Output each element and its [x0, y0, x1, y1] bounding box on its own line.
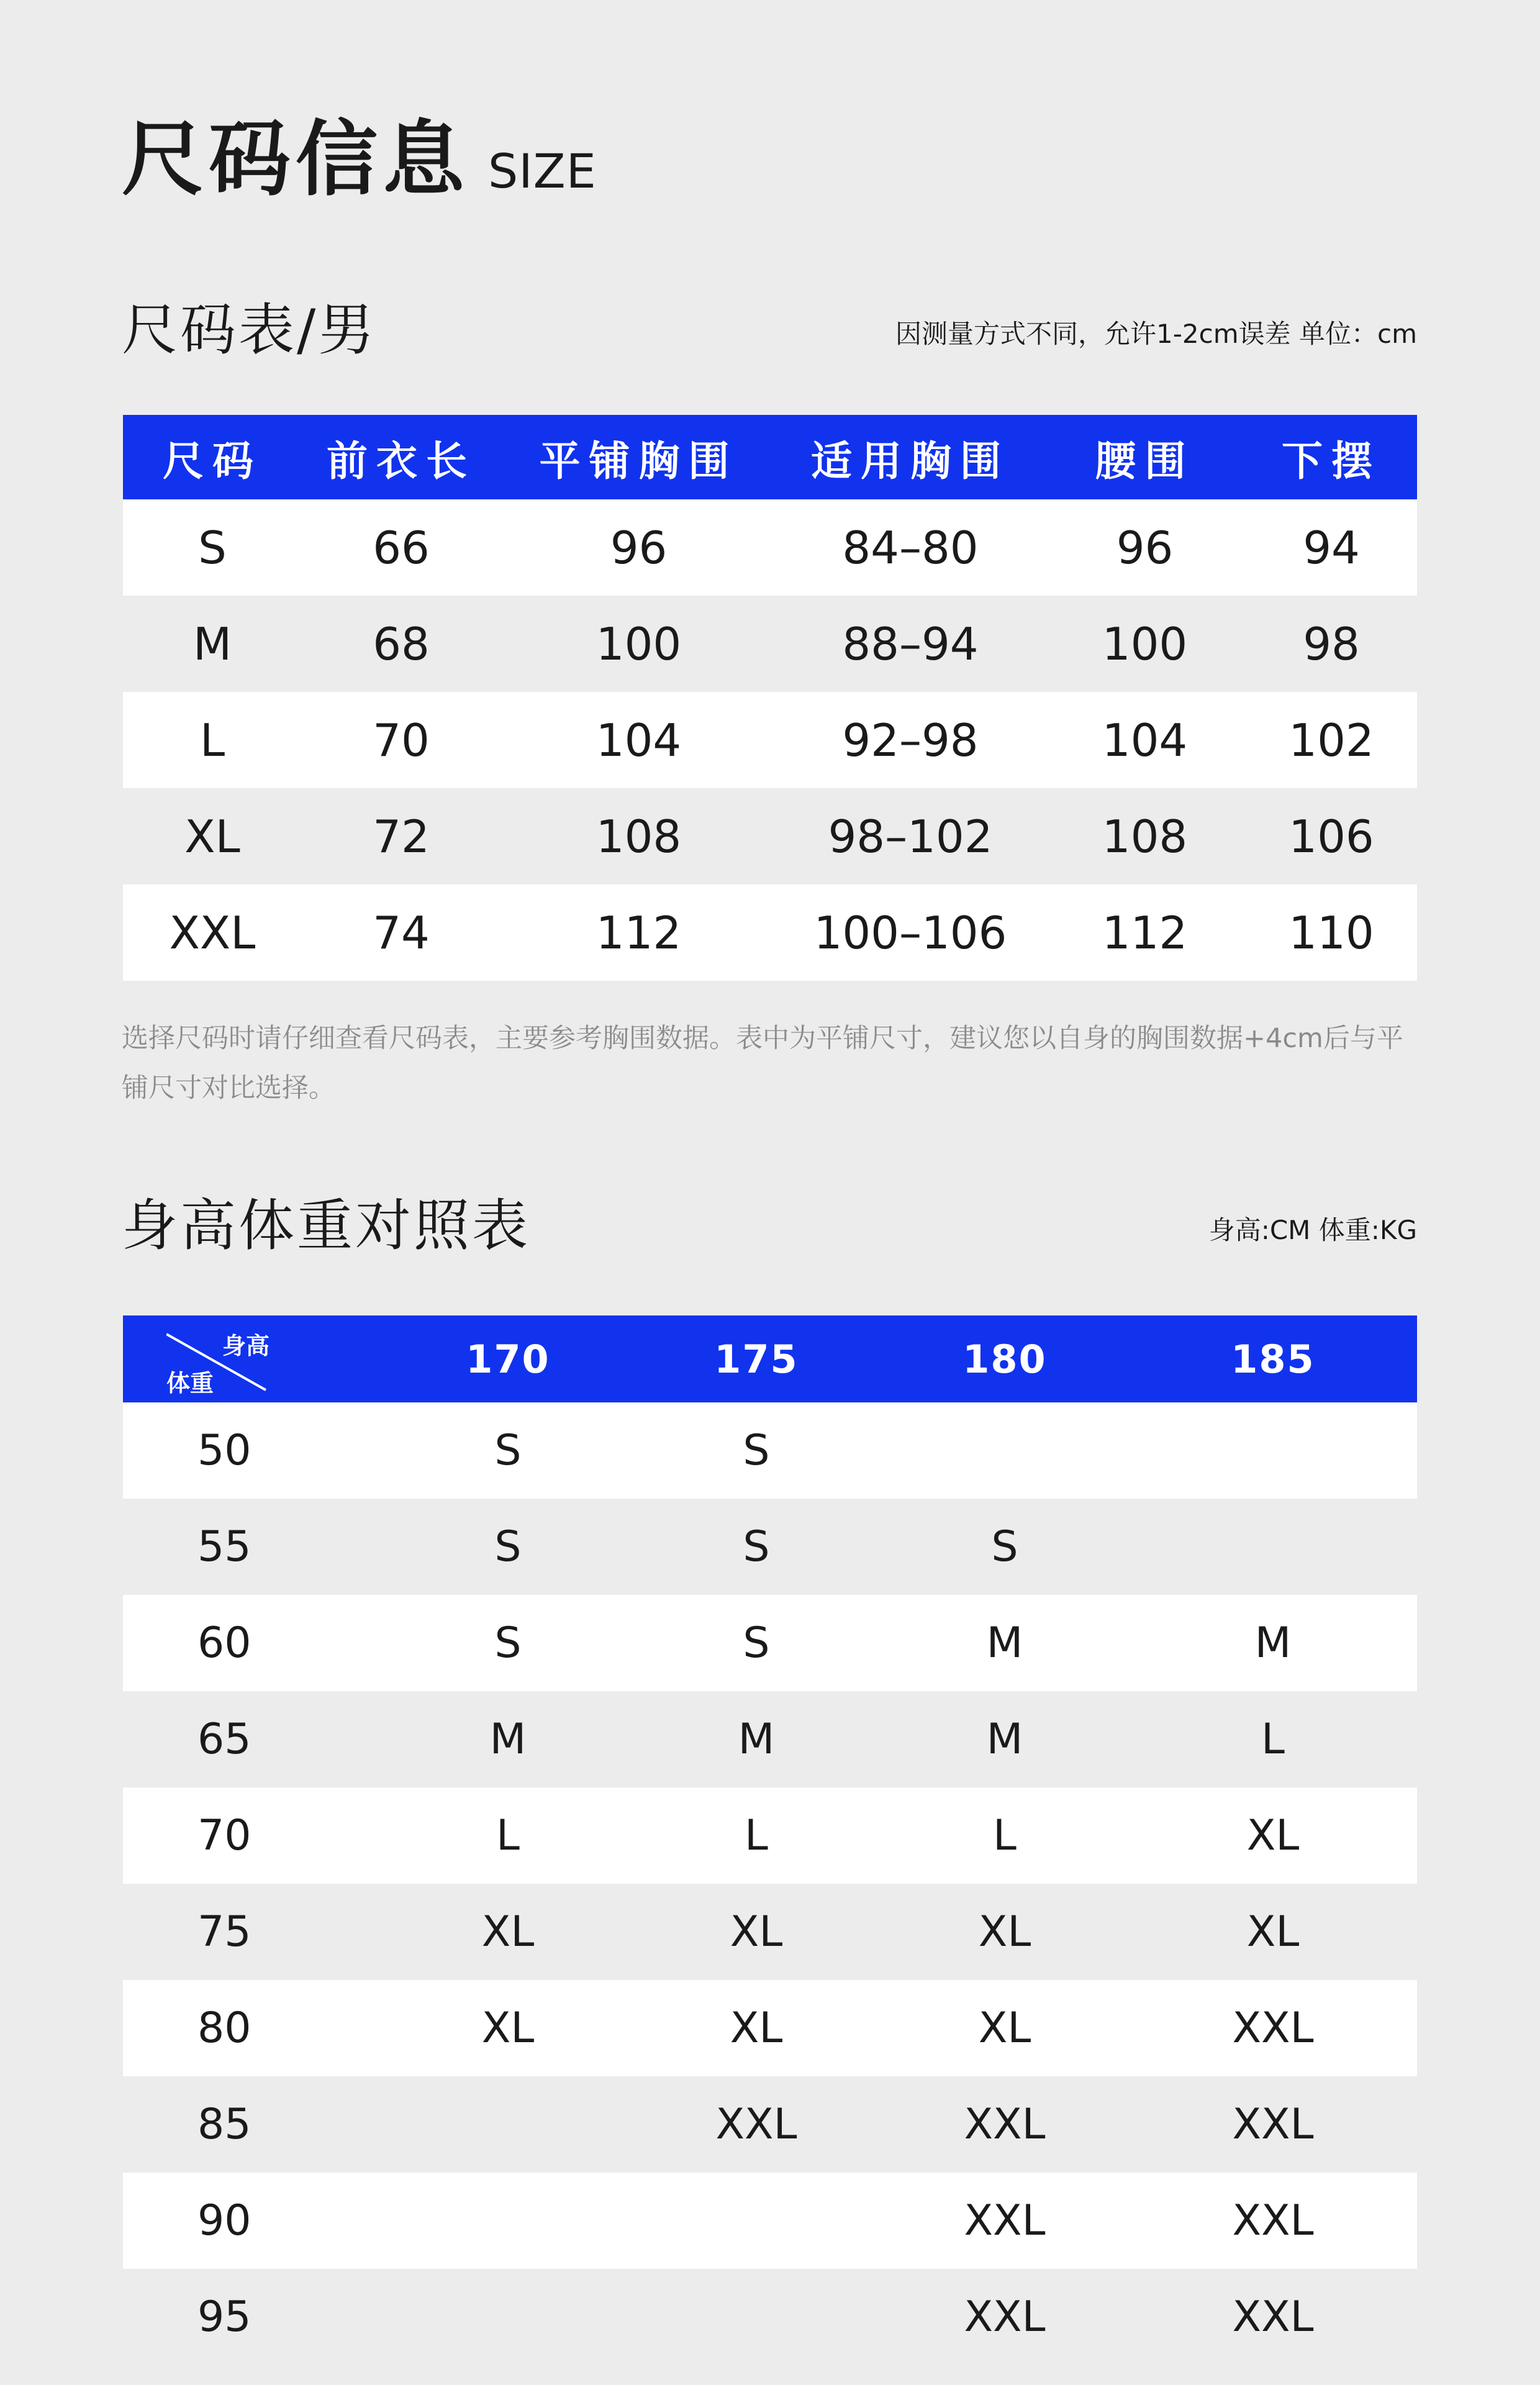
recommended-size-cell: L — [384, 1788, 632, 1884]
size-table-cell: 108 — [500, 788, 777, 884]
height-weight-row — [123, 1788, 1417, 1884]
height-weight-row — [123, 1402, 1417, 1499]
size-table-cell: 108 — [1044, 788, 1246, 884]
recommended-size-cell: XL — [881, 1980, 1129, 2076]
page-title-cn: 尺码信息 — [122, 112, 469, 207]
size-table-row — [123, 596, 1417, 692]
size-table-note: 因测量方式不同，允许1-2cm误差 单位：cm — [895, 319, 1417, 349]
weight-row-header: 65 — [123, 1691, 384, 1788]
recommended-size-cell: S — [384, 1499, 632, 1595]
size-table-cell: 110 — [1246, 884, 1417, 981]
size-table-heading: 尺码表/男 — [122, 298, 377, 363]
height-column-header: 170 — [384, 1315, 632, 1402]
recommended-size-cell: XXL — [632, 2076, 881, 2173]
size-table-cell: 74 — [302, 884, 500, 981]
recommended-size-cell: L — [632, 1788, 881, 1884]
recommended-size-cell — [384, 2076, 632, 2173]
recommended-size-cell: XL — [1129, 1788, 1417, 1884]
recommended-size-cell: XL — [384, 1980, 632, 2076]
size-table-column-header: 尺码 — [123, 415, 302, 499]
weight-row-header: 55 — [123, 1499, 384, 1595]
recommended-size-cell: XL — [384, 1884, 632, 1980]
size-table-cell: 112 — [1044, 884, 1246, 981]
recommended-size-cell: XL — [1129, 1884, 1417, 1980]
height-weight-row — [123, 2269, 1417, 2365]
height-weight-header-row — [123, 1315, 1417, 1402]
size-table-cell: 88–94 — [777, 596, 1044, 692]
recommended-size-cell — [384, 2173, 632, 2269]
height-column-header: 180 — [881, 1315, 1129, 1402]
size-table-cell: 100–106 — [777, 884, 1044, 981]
height-weight-row — [123, 1499, 1417, 1595]
recommended-size-cell — [1129, 1499, 1417, 1595]
size-table-cell: 112 — [500, 884, 777, 981]
size-table-cell: 68 — [302, 596, 500, 692]
size-table-column-header: 前衣长 — [302, 415, 500, 499]
size-table-row — [123, 884, 1417, 981]
page-title-en: SIZE — [488, 143, 597, 199]
recommended-size-cell: M — [632, 1691, 881, 1788]
weight-row-header: 80 — [123, 1980, 384, 2076]
height-weight-table — [123, 1315, 1417, 2365]
size-table-cell: 98 — [1246, 596, 1417, 692]
weight-row-header: 70 — [123, 1788, 384, 1884]
height-weight-row — [123, 1980, 1417, 2076]
size-table-row — [123, 788, 1417, 884]
size-table-cell: 72 — [302, 788, 500, 884]
height-column-header: 175 — [632, 1315, 881, 1402]
recommended-size-cell — [384, 2269, 632, 2365]
recommended-size-cell: S — [881, 1499, 1129, 1595]
size-table-header-row — [123, 415, 1417, 499]
size-table-cell: L — [123, 692, 302, 788]
recommended-size-cell: M — [384, 1691, 632, 1788]
size-table-cell: 92–98 — [777, 692, 1044, 788]
size-table-cell: 106 — [1246, 788, 1417, 884]
height-weight-table-note: 身高:CM 体重:KG — [1208, 1215, 1417, 1245]
recommended-size-cell — [632, 2173, 881, 2269]
height-weight-row — [123, 1691, 1417, 1788]
size-table-cell: XL — [123, 788, 302, 884]
size-table-cell: M — [123, 596, 302, 692]
recommended-size-cell: M — [1129, 1595, 1417, 1691]
recommended-size-cell — [632, 2269, 881, 2365]
size-table-column-header: 腰围 — [1044, 415, 1246, 499]
weight-row-header: 75 — [123, 1884, 384, 1980]
recommended-size-cell: XXL — [881, 2269, 1129, 2365]
size-table-cell: 98–102 — [777, 788, 1044, 884]
recommended-size-cell: XXL — [1129, 2269, 1417, 2365]
size-table-footnote: 选择尺码时请仔细查看尺码表，主要参考胸围数据。表中为平铺尺寸，建议您以自身的胸围数据+4cm后与平铺尺寸对比选择。 — [122, 1023, 1403, 1104]
height-weight-row — [123, 1884, 1417, 1980]
corner-height-label: 身高 — [222, 1332, 270, 1360]
weight-row-header: 50 — [123, 1402, 384, 1499]
recommended-size-cell: XXL — [1129, 2173, 1417, 2269]
recommended-size-cell: L — [881, 1788, 1129, 1884]
size-table-cell: 104 — [1044, 692, 1246, 788]
size-table-cell: 100 — [1044, 596, 1246, 692]
size-table — [123, 415, 1417, 981]
size-table-column-header: 下摆 — [1246, 415, 1417, 499]
weight-row-header: 60 — [123, 1595, 384, 1691]
recommended-size-cell: S — [632, 1499, 881, 1595]
size-table-column-header: 平铺胸围 — [500, 415, 777, 499]
recommended-size-cell: XL — [632, 1884, 881, 1980]
recommended-size-cell: S — [384, 1595, 632, 1691]
recommended-size-cell: XL — [881, 1884, 1129, 1980]
recommended-size-cell — [1129, 1402, 1417, 1499]
height-weight-table-heading: 身高体重对照表 — [122, 1193, 530, 1258]
height-column-header: 185 — [1129, 1315, 1417, 1402]
recommended-size-cell: XXL — [881, 2076, 1129, 2173]
page-title — [122, 93, 597, 207]
size-table-column-header: 适用胸围 — [777, 415, 1044, 499]
height-weight-row — [123, 1595, 1417, 1691]
recommended-size-cell: S — [632, 1402, 881, 1499]
height-weight-corner-header — [123, 1315, 384, 1402]
recommended-size-cell: XXL — [1129, 2076, 1417, 2173]
recommended-size-cell: XXL — [1129, 1980, 1417, 2076]
size-table-row — [123, 692, 1417, 788]
size-table-cell: 102 — [1246, 692, 1417, 788]
size-table-cell: 100 — [500, 596, 777, 692]
size-table-cell: 84–80 — [777, 499, 1044, 596]
recommended-size-cell: XXL — [881, 2173, 1129, 2269]
size-table-cell: 96 — [1044, 499, 1246, 596]
size-table-cell: 94 — [1246, 499, 1417, 596]
weight-row-header: 85 — [123, 2076, 384, 2173]
size-table-cell: 104 — [500, 692, 777, 788]
weight-row-header: 95 — [123, 2269, 384, 2365]
recommended-size-cell: M — [881, 1595, 1129, 1691]
size-table-cell: S — [123, 499, 302, 596]
recommended-size-cell: S — [384, 1402, 632, 1499]
height-weight-row — [123, 2076, 1417, 2173]
weight-row-header: 90 — [123, 2173, 384, 2269]
recommended-size-cell — [881, 1402, 1129, 1499]
corner-weight-label: 体重 — [166, 1370, 214, 1397]
recommended-size-cell: S — [632, 1595, 881, 1691]
size-table-row — [123, 499, 1417, 596]
size-table-cell: XXL — [123, 884, 302, 981]
recommended-size-cell: L — [1129, 1691, 1417, 1788]
size-table-cell: 96 — [500, 499, 777, 596]
size-table-cell: 66 — [302, 499, 500, 596]
height-weight-row — [123, 2173, 1417, 2269]
size-table-cell: 70 — [302, 692, 500, 788]
recommended-size-cell: XL — [632, 1980, 881, 2076]
recommended-size-cell: M — [881, 1691, 1129, 1788]
